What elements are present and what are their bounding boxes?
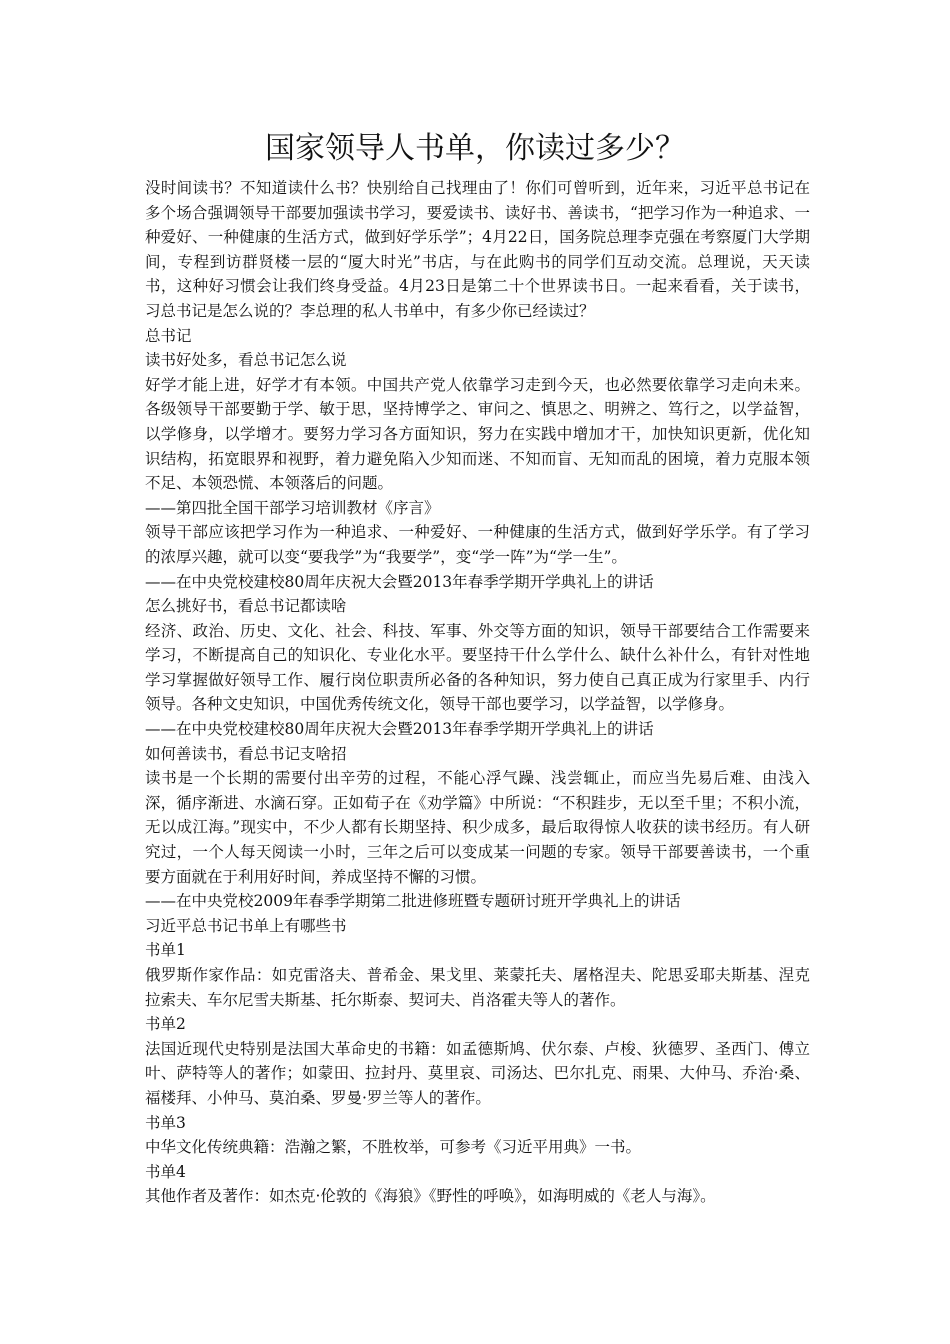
source-citation: ——在中央党校2009年春季学期第二批进修班暨专题研讨班开学典礼上的讲话 [145,892,681,911]
booklist-label: 书单3 [145,1113,186,1132]
body-paragraph: 经济、政治、历史、文化、社会、科技、军事、外交等方面的知识，领导干部要结合工作需要来学习，不断提高自己的知识化、专业化水平。要坚持干什么学什么、缺什么补什么，有针对性地学习掌握做好领导工作、履行岗位职责所必备的各种知识，努力使自己真正成为行家里手、内行领导。各种文史知识，中国优秀传统文化，领导干部也要学习，以学益智，以学修身。 [145,621,810,714]
body-paragraph: 好学才能上进，好学才有本领。中国共产党人依靠学习走到今天，也必然要依靠学习走向未来。各级领导干部要勤于学、敏于思，坚持博学之、审问之、慎思之、明辨之、笃行之，以学益智，以学修身，以学增才。要努力学习各方面知识，努力在实践中增加才干，加快知识更新，优化知识结构，拓宽眼界和视野，着力避免陷入少知而迷、不知而盲、无知而乱的困境，着力克服本领不足、本领恐慌、本领落后的问题。 [145,375,810,493]
booklist-content: 俄罗斯作家作品：如克雷洛夫、普希金、果戈里、莱蒙托夫、屠格涅夫、陀思妥耶夫斯基、涅克拉索夫、车尔尼雪夫斯基、托尔斯泰、契诃夫、肖洛霍夫等人的著作。 [145,966,810,1009]
body-paragraph: 领导干部应该把学习作为一种追求、一种爱好、一种健康的生活方式，做到好学乐学。有了学习的浓厚兴趣，就可以变“要我学”为“我要学”，变“学一阵”为“学一生”。 [145,523,810,566]
document-title: 国家领导人书单，你读过多少？ [265,131,685,166]
source-citation: ——第四批全国干部学习培训教材《序言》 [145,498,440,517]
booklist-content: 中华文化传统典籍：浩瀚之繁，不胜枚举，可参考《习近平用典》一书。 [145,1138,642,1157]
booklist-label: 书单4 [145,1162,186,1181]
source-citation: ——在中央党校建校80周年庆祝大会暨2013年春季学期开学典礼上的讲话 [145,572,654,591]
subsection-heading: 怎么挑好书，看总书记都读啥 [145,597,347,616]
booklist-label: 书单2 [145,1015,186,1034]
intro-paragraph: 没时间读书？不知道读什么书？快别给自己找理由了！你们可曾听到，近年来，习近平总书记在多个场合强调领导干部要加强读书学习，要爱读书、读好书、善读书，“把学习作为一种追求、一种爱好、一种健康的生活方式，做到好学乐学”；4月22日，国务院总理李克强在考察厦门大学期间，专程到访群贤楼一层的“厦大时光”书店，与在此购书的同学们互动交流。总理说，天天读书，这种好习惯会让我们终身受益。4月23日是第二十个世界读书日。一起来看看，关于读书，习总书记是怎么说的？李总理的私人书单中，有多少你已经读过？ [145,179,810,320]
booklist-content: 其他作者及著作：如杰克·伦敦的《海狼》《野性的呼唤》，如海明威的《老人与海》。 [145,1187,716,1206]
body-paragraph: 读书是一个长期的需要付出辛劳的过程，不能心浮气躁、浅尝辄止，而应当先易后难、由浅入深，循序渐进、水滴石穿。正如荀子在《劝学篇》中所说：“不积跬步，无以至千里；不积小流，无以成江海。”现实中，不少人都有长期坚持、积少成多，最后取得惊人收获的读书经历。有人研究过，一个人每天阅读一小时，三年之后可以变成某一问题的专家。领导干部要善读书，一个重要方面就在于利用好时间，养成坚持不懈的习惯。 [145,769,810,886]
section-heading: 总书记 [145,326,192,345]
subsection-heading: 读书好处多，看总书记怎么说 [145,351,347,370]
subsection-heading: 如何善读书，看总书记支啥招 [145,744,347,763]
subsection-heading: 习近平总书记书单上有哪些书 [145,916,347,935]
source-citation: ——在中央党校建校80周年庆祝大会暨2013年春季学期开学典礼上的讲话 [145,720,654,739]
document-body [145,176,810,1209]
booklist-content: 法国近现代史特别是法国大革命史的书籍：如孟德斯鸠、伏尔泰、卢梭、狄德罗、圣西门、傅立叶、萨特等人的著作；如蒙田、拉封丹、莫里哀、司汤达、巴尔扎克、雨果、大仲马、乔治·桑、福楼拜、小仲马、莫泊桑、罗曼·罗兰等人的著作。 [145,1039,810,1107]
booklist-label: 书单1 [145,941,186,960]
